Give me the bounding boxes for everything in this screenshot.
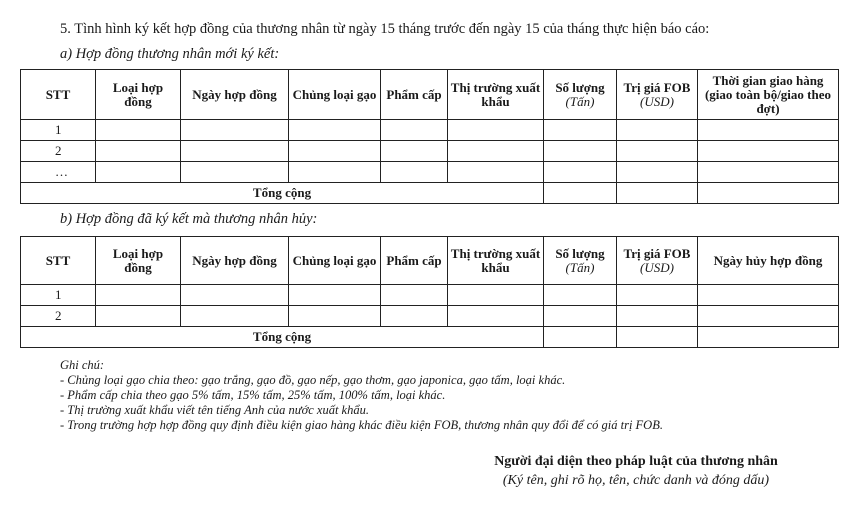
header-fob-value [617,237,698,285]
table-header-row [21,237,839,285]
table-cell [181,120,289,141]
header-quantity-label: Số lượng [555,245,605,261]
table-cell [617,327,698,348]
table-cell [181,285,289,306]
header-market: Thị trường xuất khẩu [448,70,544,120]
total-label: Tổng cộng [21,327,544,348]
table-cell [448,141,544,162]
table-cell [698,120,839,141]
header-delivery-time: Thời gian giao hàng (giao toàn bộ/giao theo đợt) [698,70,839,120]
table-cell [381,120,448,141]
header-market: Thị trường xuất khẩu [448,237,544,285]
header-fob-value [617,70,698,120]
table-cell [381,306,448,327]
note-item: - Thị trường xuất khẩu viết tên tiếng Anh của nước xuất khẩu. [60,403,369,417]
table-header-row [21,70,839,120]
table-cell [544,162,617,183]
new-contracts-table [20,69,839,204]
table-cell [617,120,698,141]
table-cell [289,141,381,162]
header-contract-type: Loại hợp đồng [96,70,181,120]
header-fob-label: Trị giá FOB [623,79,691,95]
header-cancel-date: Ngày hủy hợp đồng [698,237,839,285]
table-cell [448,285,544,306]
table-cell [698,141,839,162]
header-rice-type: Chủng loại gạo [289,70,381,120]
total-row [21,327,839,348]
header-fob-unit: (USD) [640,259,674,275]
table-cell [181,306,289,327]
table-cell [289,120,381,141]
table-cell [381,285,448,306]
note-item: - Chủng loại gạo chia theo: gạo trắng, gạo đồ, gạo nếp, gạo thơm, gạo japonica, gạo tấm, loại khác. [60,373,566,387]
table-cell [544,120,617,141]
table-cell [96,285,181,306]
row-stt: 2 [21,306,96,327]
row-stt: 1 [21,285,96,306]
signature-title: Người đại diện theo pháp luật của thương nhân [494,454,778,469]
header-stt: STT [21,237,96,285]
header-contract-type: Loại hợp đồng [96,237,181,285]
table-cell [381,162,448,183]
table-row [21,306,839,327]
table-row [21,285,839,306]
table-row [21,162,839,183]
table-cell [289,285,381,306]
table-cell [544,327,617,348]
notes-block [60,358,663,433]
table-cell [698,183,839,204]
header-fob-unit: (USD) [640,93,674,109]
table-cell [617,306,698,327]
table-cell [544,306,617,327]
table-cell [448,162,544,183]
header-contract-date: Ngày hợp đồng [181,237,289,285]
row-stt: 1 [21,120,96,141]
table-row [21,120,839,141]
section-a-title: a) Hợp đồng thương nhân mới ký kết: [60,46,280,62]
section-b-title: b) Hợp đồng đã ký kết mà thương nhân hủy: [60,211,318,227]
table-cell [289,306,381,327]
header-grade: Phẩm cấp [381,237,448,285]
table-cell [617,183,698,204]
header-fob-label: Trị giá FOB [623,245,691,261]
row-stt: 2 [21,141,96,162]
signature-hint: (Ký tên, ghi rõ họ, tên, chức danh và đóng dấu) [502,473,770,488]
note-item: - Trong trường hợp hợp đồng quy định điều kiện giao hàng khác điều kiện FOB, thương nhân quy đổi để có giá trị FOB. [60,418,663,432]
header-quantity-unit: (Tấn) [565,259,595,275]
header-quantity [544,70,617,120]
table-cell [96,162,181,183]
header-quantity-label: Số lượng [555,79,605,95]
table-cell [698,327,839,348]
table-cell [544,285,617,306]
header-contract-date: Ngày hợp đồng [181,70,289,120]
total-label: Tổng cộng [21,183,544,204]
header-quantity [544,237,617,285]
table-cell [381,141,448,162]
table-cell [96,120,181,141]
table-cell [698,285,839,306]
table-cell [448,306,544,327]
header-grade: Phẩm cấp [381,70,448,120]
row-stt: … [21,162,96,183]
total-row [21,183,839,204]
table-cell [181,162,289,183]
table-cell [96,141,181,162]
table-cell [96,306,181,327]
note-item: - Phẩm cấp chia theo gạo 5% tấm, 15% tấm, 25% tấm, 100% tấm, loại khác. [60,388,446,402]
table-cell [544,183,617,204]
header-stt: STT [21,70,96,120]
table-row [21,141,839,162]
header-quantity-unit: (Tấn) [565,93,595,109]
table-cell [617,162,698,183]
table-cell [448,120,544,141]
cancelled-contracts-table [20,236,839,348]
signature-block [476,452,796,490]
table-cell [181,141,289,162]
table-cell [289,162,381,183]
section-heading: 5. Tình hình ký kết hợp đồng của thương nhân từ ngày 15 tháng trước đến ngày 15 của tháng thực hiện báo cáo: [60,21,710,37]
table-cell [544,141,617,162]
table-cell [698,306,839,327]
table-cell [617,285,698,306]
header-rice-type: Chủng loại gạo [289,237,381,285]
table-cell [617,141,698,162]
notes-title: Ghi chú: [60,358,105,372]
table-cell [698,162,839,183]
